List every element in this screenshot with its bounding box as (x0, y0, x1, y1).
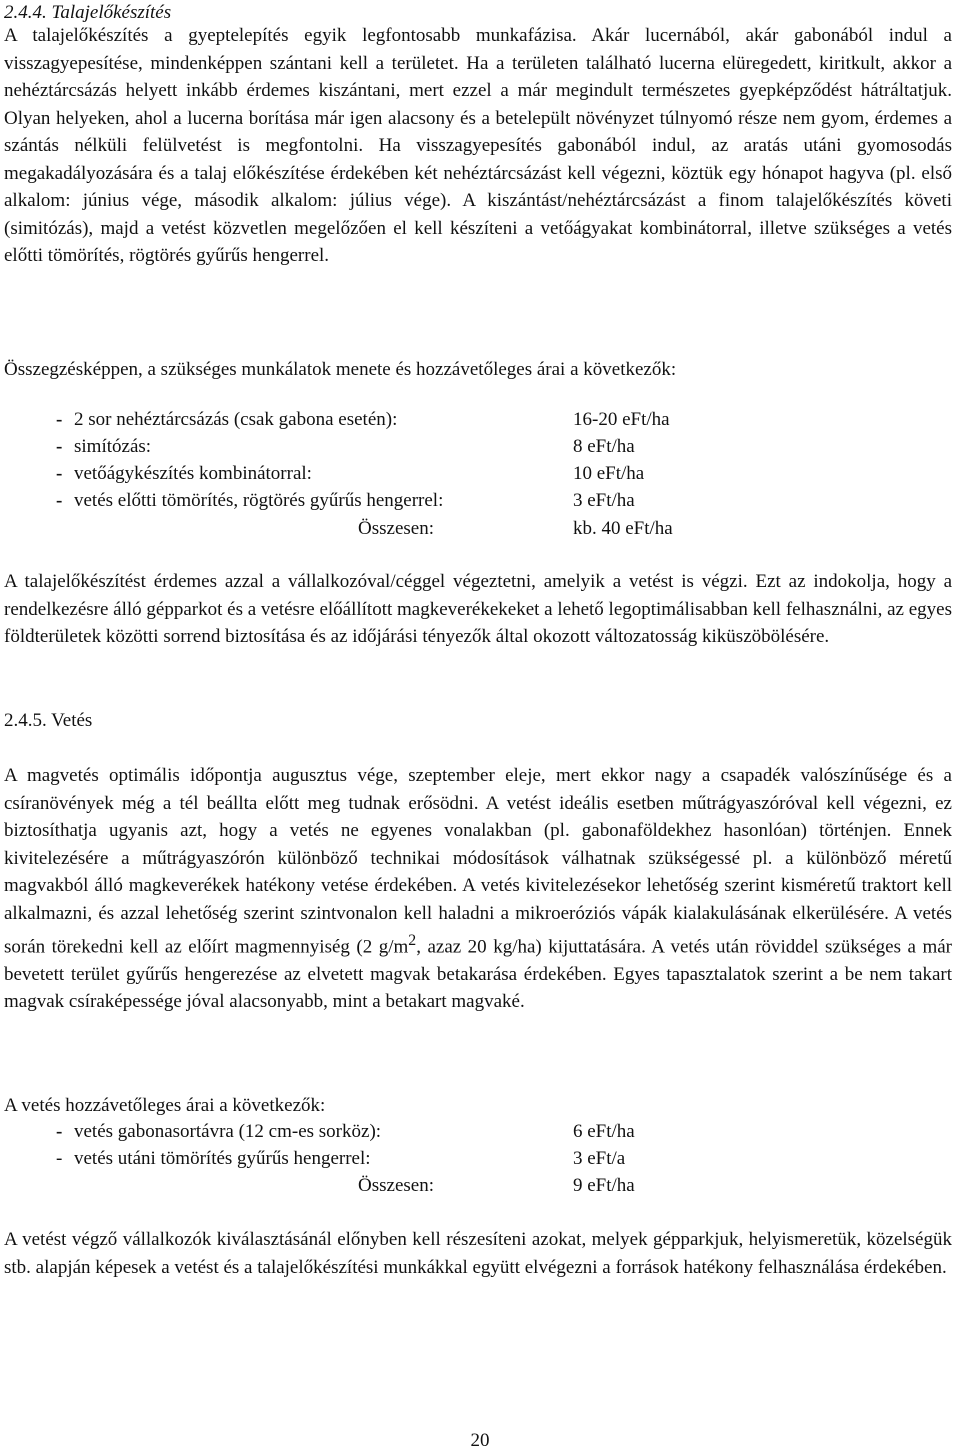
list-dash: - (56, 463, 63, 484)
paragraph-vetes-part1: A magvetés optimális időpontja augusztus vége, szeptember eleje, mert ekkor nagy a csapadék valószínűsége és a csíranövények még a tél beállta előtt meg tudnak erősödni. A vetést ideális esetben műtrágyaszóróval kell végezni, ez biztosíthatja ugyanis azt, hogy a vetés ne egyenes vonalakban (pl. gabonaföldekhez hasonlóan) történjen. Ennek kivitelezésére a műtrágyaszórón különböző technikai módosítások válhatnak szükségessé pl. a különböző méretű magvakból álló magkeverékek hatékony vetése érdekében. A vetés kivitelezésekor lehetőség szerint kisméretű traktort kell alkalmazni, és azzal lehetőség szerint szintvonalon kell haladni a mikroeróziós vápák kialakulásának elkerülésére. A vetés során törekedni kell az előírt magmennyiség (2 g/m (4, 765, 952, 958)
summary-intro: Összegzésképpen, a szükséges munkálatok menete és hozzávetőleges árai a következők: (4, 359, 677, 380)
cost-value: 10 eFt/ha (573, 463, 645, 484)
list-dash: - (56, 436, 63, 457)
paragraph-vallalkozo: A talajelőkészítést érdemes azzal a vállalkozóval/céggel végeztetni, amelyik a vetést is végzi. Ezt az indokolja, hogy a rendelkezésre álló gépparkot és a vetésre előállított magkeverékekeket a lehető legoptimálisabban kell felhasználni, az egyes földterületek közötti sorrend biztosítása és az időjárási tényezők által okozott változatosság kiküszöbölésére. (4, 571, 952, 647)
cost-label: vetés előtti tömörítés, rögtörés gyűrűs hengerrel: (74, 490, 444, 511)
vetes-costs-intro: A vetés hozzávetőleges árai a következők: (4, 1095, 326, 1116)
list-dash: - (56, 1121, 63, 1142)
cost-total-row (0, 1172, 960, 1199)
cost-row (0, 1145, 960, 1172)
list-dash: - (56, 490, 63, 511)
cost-value: 3 eFt/ha (573, 490, 635, 511)
paragraph-vetes-part2: , azaz 20 kg/ha) kijuttatására. A vetés után röviddel szükséges a már bevetett terület gyűrűs hengerezése az elvetett magvak betakarása érdekében. Egyes tapasztalatok szerint a be nem takart magvak csíraképessége jóval alacsonyabb, mint a betakart magvaké. (4, 936, 952, 1013)
list-dash: - (56, 1148, 63, 1169)
page-number: 20 (470, 1430, 490, 1451)
cost-row (0, 1118, 960, 1145)
cost-value: 6 eFt/ha (573, 1121, 635, 1142)
paragraph-talajelokeszites: A talajelőkészítés a gyeptelepítés egyik legfontosabb munkafázisa. Akár lucernából, akár gabonából indul a visszagyepesítése, mindenképpen szántani kell a területet. Ha a területen található lucerna elüregedett, kiritkult, akkor a nehéztárcsázás helyett inkább érdemes kiszántani, mert ezzel a már megindult természetes gyepképződést hátráltatjuk. Olyan helyeken, ahol a lucerna borítása már igen alacsony és a betelepült növényzet túlnyomó része nem gyom, érdemes a szántás nélküli felülvetést is megfontolni. Ha visszagyepesítés gabonából indul, az aratás utáni gyomosodás megakadályozására és a talaj előkészítése érdekében két nehéztárcsázást kell végezni, köztük egy hónapot hagyva (pl. első alkalom: június vége, második alkalom: július vége). A kiszántást/nehéztárcsázást a finom talajelőkészítés követi (simitózás), majd a vetést közvetlen megelőzően el kell készíteni a vetőágyakat kombinátorral, illetve szükséges a vetés előtti tömörítés, rögtörés gyűrűs hengerrel. (4, 25, 952, 266)
cost-row (0, 433, 960, 460)
total-label: Összesen: (358, 1175, 434, 1196)
paragraph-vallalkozok-kivalasztasa: A vetést végző vállalkozók kiválasztásánál előnyben kell részesíteni azokat, melyek gépparkjuk, helyismeretük, közelségük stb. alapján képesek a vetést és a talajelőkészítési munkákkal együtt elvégezni a források hatékony felhasználása érdekében. (4, 1229, 952, 1278)
paragraph-vetes (4, 762, 952, 1016)
cost-label: 2 sor nehéztárcsázás (csak gabona esetén): (74, 409, 398, 430)
total-label: Összesen: (358, 518, 434, 539)
cost-total-row (0, 515, 960, 542)
cost-row (0, 487, 960, 514)
cost-label: simítózás: (74, 436, 152, 457)
superscript-exponent: 2 (408, 932, 417, 949)
cost-value: 16-20 eFt/ha (573, 409, 670, 430)
cost-value: 3 eFt/a (573, 1148, 626, 1169)
total-value: kb. 40 eFt/ha (573, 518, 673, 539)
section-heading-talajelokeszites: 2.4.4. Talajelőkészítés (4, 2, 172, 23)
list-dash: - (56, 409, 63, 430)
section-heading-vetes: 2.4.5. Vetés (4, 710, 93, 731)
cost-row (0, 460, 960, 487)
cost-label: vetés utáni tömörítés gyűrűs hengerrel: (74, 1148, 371, 1169)
cost-value: 8 eFt/ha (573, 436, 635, 457)
cost-label: vetőágykészítés kombinátorral: (74, 463, 312, 484)
total-value: 9 eFt/ha (573, 1175, 635, 1196)
cost-label: vetés gabonasortávra (12 cm-es sorköz): (74, 1121, 382, 1142)
cost-row (0, 406, 960, 433)
